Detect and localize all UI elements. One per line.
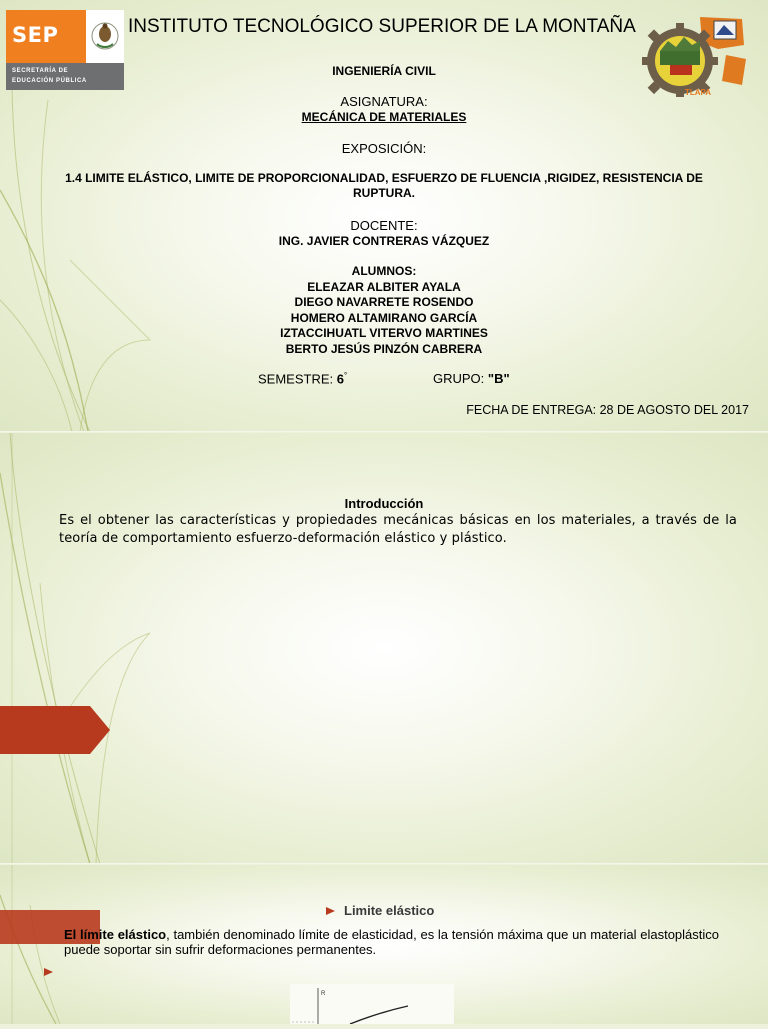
mexico-emblem-icon bbox=[86, 10, 124, 63]
bullet-icon bbox=[44, 968, 53, 976]
student-name: HOMERO ALTAMIRANO GARCÍA bbox=[290, 311, 478, 325]
semester-label: SEMESTRE: bbox=[258, 371, 337, 387]
introduction-body: Es el obtener las características y propiedades mecánicas básicas en los materiales, a través de la teoría de comportamiento esfuerzo-deformación elástico y plástico. bbox=[59, 513, 737, 546]
sep-logo-mark bbox=[6, 10, 86, 63]
subject-name: MECÁNICA DE MATERIALES bbox=[301, 110, 467, 124]
institute-logo-text: TLAPA bbox=[685, 88, 712, 97]
semester-info bbox=[258, 371, 347, 386]
student-name: ELEAZAR ALBITER AYALA bbox=[307, 280, 461, 294]
teacher-label: DOCENTE: bbox=[350, 218, 418, 233]
topic-line-2: RUPTURA. bbox=[353, 186, 415, 200]
accent-tab bbox=[0, 706, 110, 754]
sep-logo-line1: SECRETARÍA DE bbox=[12, 68, 69, 74]
graph-axis-label: R bbox=[321, 991, 326, 997]
elastic-limit-term: El límite elástico bbox=[64, 927, 167, 942]
group-info bbox=[433, 371, 510, 386]
graph-curve bbox=[350, 1006, 408, 1024]
bullet-title: Limite elástico bbox=[344, 903, 435, 918]
semester-degree: ° bbox=[343, 371, 348, 380]
group-value: "B" bbox=[487, 371, 510, 386]
stress-strain-graph bbox=[290, 984, 454, 1024]
student-name: BERTO JESÚS PINZÓN CABRERA bbox=[285, 342, 483, 356]
elastic-limit-definition bbox=[64, 927, 719, 957]
introduction-heading: Introducción bbox=[344, 496, 424, 511]
slide-edge bbox=[0, 431, 768, 432]
teacher-name: ING. JAVIER CONTRERAS VÁZQUEZ bbox=[278, 234, 490, 248]
career-name: INGENIERÍA CIVIL bbox=[332, 64, 436, 78]
delivery-date: FECHA DE ENTREGA: 28 DE AGOSTO DEL 2017 bbox=[466, 403, 749, 417]
subject-label: ASIGNATURA: bbox=[340, 94, 428, 109]
sep-logo-line2: EDUCACIÓN PÚBLICA bbox=[12, 78, 87, 84]
student-name: IZTACCIHUATL VITERVO MARTINES bbox=[280, 326, 488, 340]
topic-line-1: 1.4 LIMITE ELÁSTICO, LIMITE DE PROPORCIONALIDAD, ESFUERZO DE FLUENCIA ,RIGIDEZ, RESISTENCIA DE bbox=[65, 171, 703, 185]
bullet-icon bbox=[326, 907, 335, 915]
institute-logo bbox=[630, 15, 746, 97]
institute-title: INSTITUTO TECNOLÓGICO SUPERIOR DE LA MONTAÑA bbox=[128, 16, 636, 37]
sep-logo bbox=[6, 10, 124, 90]
student-name: DIEGO NAVARRETE ROSENDO bbox=[294, 295, 474, 309]
exposition-label: EXPOSICIÓN: bbox=[341, 141, 427, 156]
group-label: GRUPO: bbox=[433, 371, 488, 386]
sep-logo-text: SEP bbox=[12, 23, 59, 47]
elastic-limit-text: , también denominado límite de elasticidad, es la tensión máxima que un material elastoplástico puede soportar sin sufrir deformaciones permanentes. bbox=[64, 927, 719, 957]
semester-value: 6 bbox=[336, 371, 344, 387]
students-label: ALUMNOS: bbox=[351, 264, 417, 278]
slide-edge bbox=[0, 863, 768, 864]
